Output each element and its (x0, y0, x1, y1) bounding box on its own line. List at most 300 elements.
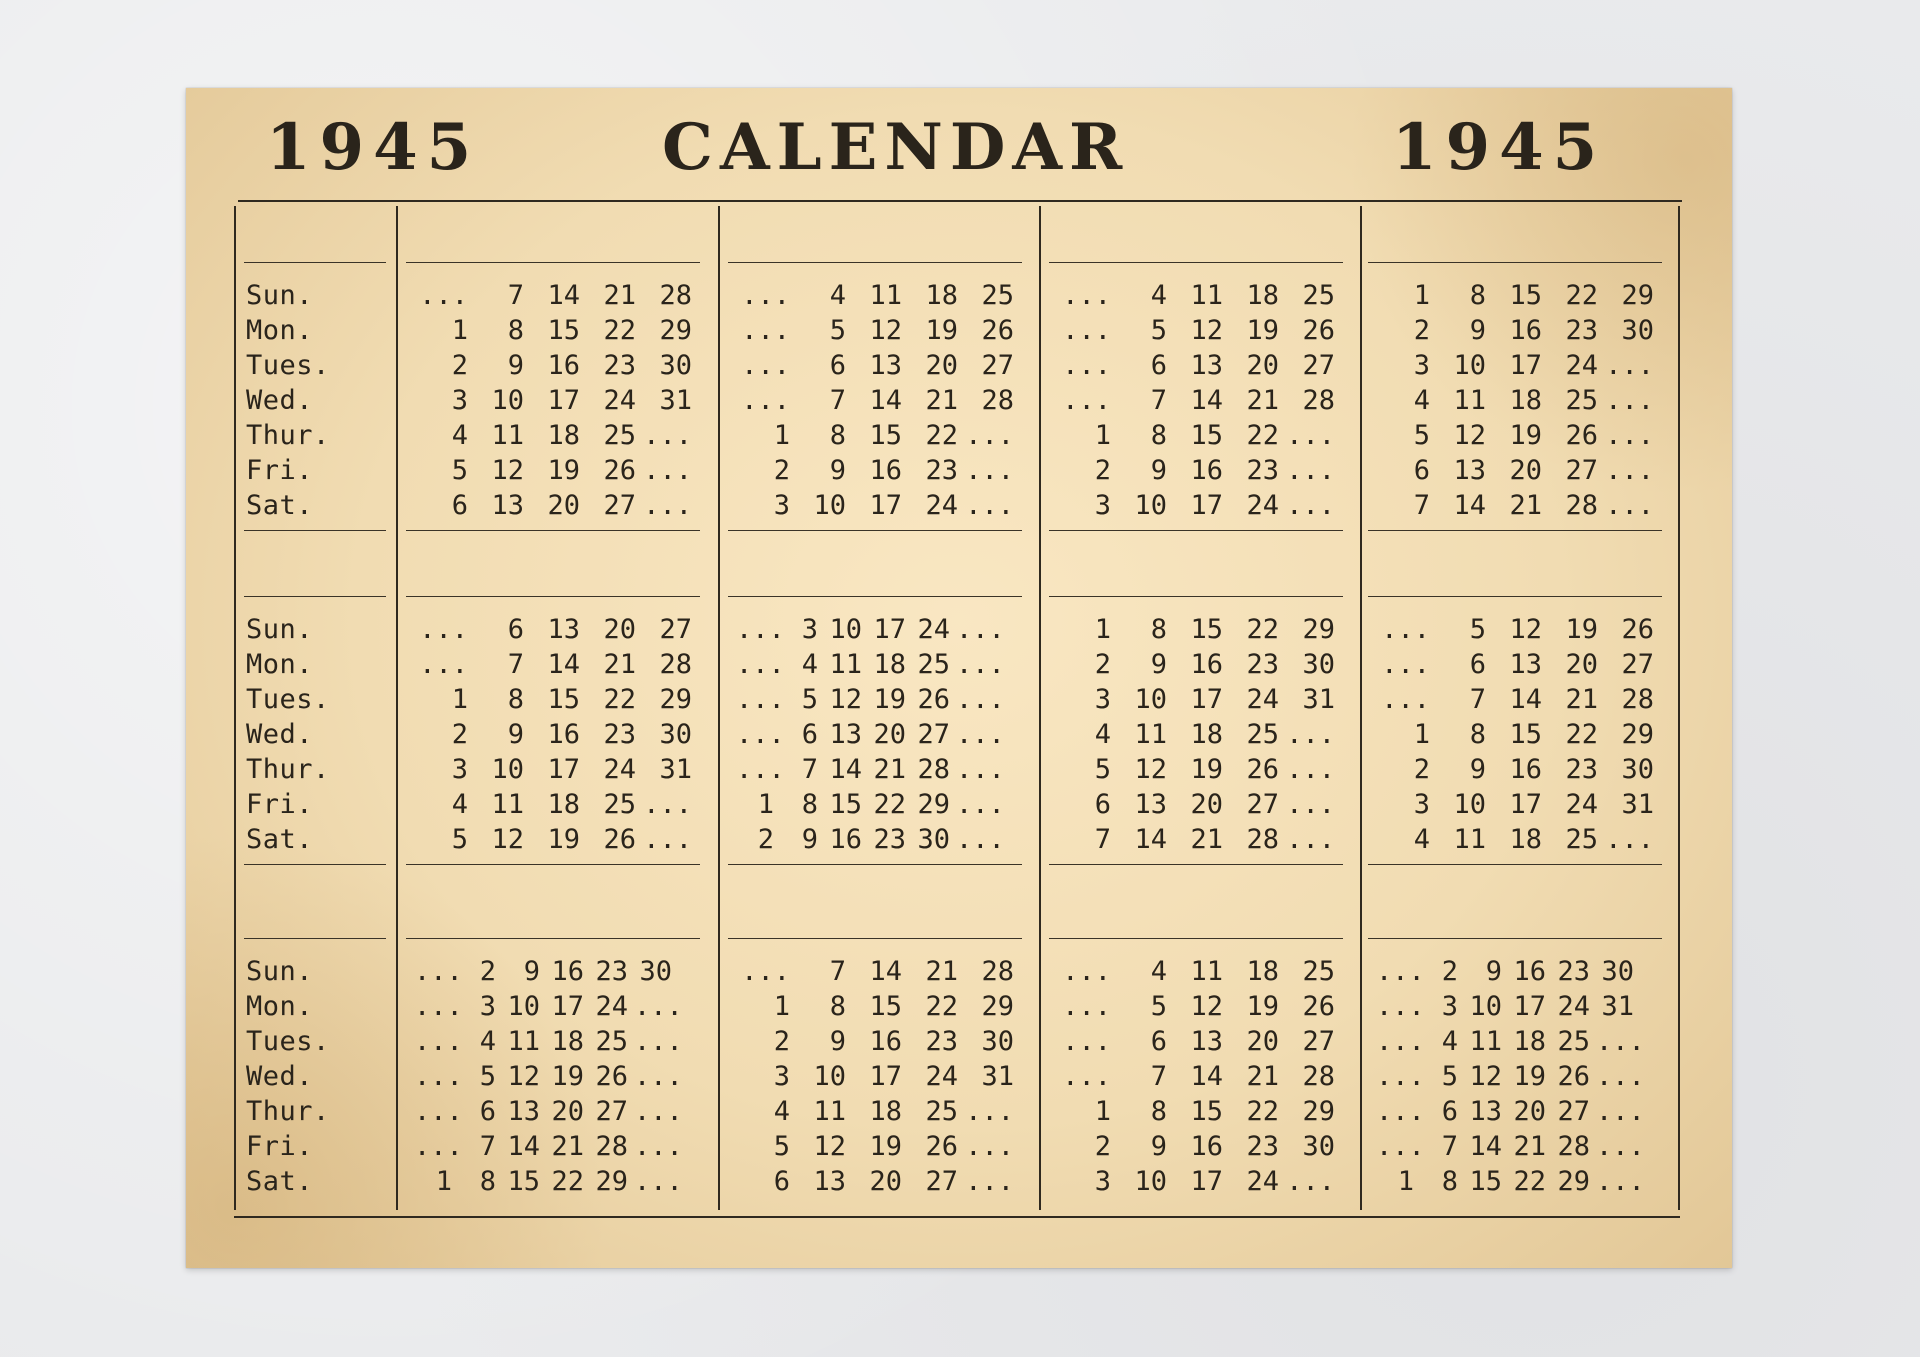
day-number: 22 (603, 315, 636, 346)
day-number: ... (736, 684, 785, 715)
day-number: 16 (829, 824, 862, 855)
day-number: 23 (603, 350, 636, 381)
day-number: 1 (757, 789, 774, 820)
day-number: 12 (1509, 614, 1542, 645)
day-number: ... (1376, 1061, 1425, 1092)
day-number: 29 (1302, 614, 1335, 645)
day-number: 9 (1485, 956, 1502, 987)
calendar-title: CALENDAR (662, 110, 1130, 185)
day-number: 29 (659, 684, 692, 715)
day-number: 16 (869, 455, 902, 486)
day-number: 2 (479, 956, 496, 987)
day-number: 14 (829, 754, 862, 785)
day-label: Mon. (246, 649, 314, 680)
day-number: 10 (1469, 991, 1502, 1022)
day-number: 13 (507, 1096, 540, 1127)
day-number: 22 (1565, 719, 1598, 750)
day-number: 7 (829, 385, 846, 416)
day-number: 3 (1413, 350, 1430, 381)
day-number: ... (1062, 315, 1111, 346)
day-number: 12 (491, 455, 524, 486)
day-number: 28 (1621, 684, 1654, 715)
day-number: 23 (925, 455, 958, 486)
day-number: ... (1062, 385, 1111, 416)
month-name-rule (1049, 596, 1343, 597)
day-number: 6 (801, 719, 818, 750)
day-number: 22 (1246, 1096, 1279, 1127)
day-number: 28 (917, 754, 950, 785)
day-number: 4 (1150, 956, 1167, 987)
day-number: 16 (551, 956, 584, 987)
day-label: Sat. (246, 824, 314, 855)
day-number: 11 (1190, 280, 1223, 311)
day-number: 28 (595, 1131, 628, 1162)
day-number: 1 (451, 315, 468, 346)
day-number: 4 (1413, 385, 1430, 416)
column-divider-2 (1039, 206, 1041, 1210)
day-number: 26 (981, 315, 1014, 346)
day-number: 1 (1094, 614, 1111, 645)
day-number: ... (634, 1096, 683, 1127)
day-number: 7 (1469, 684, 1486, 715)
day-number: 11 (1453, 824, 1486, 855)
day-number: 24 (595, 991, 628, 1022)
day-number: 16 (547, 719, 580, 750)
month-bottom-rule (728, 530, 1022, 531)
day-number: 28 (981, 956, 1014, 987)
day-number: 20 (873, 719, 906, 750)
day-number: 27 (1302, 350, 1335, 381)
day-number: 25 (603, 420, 636, 451)
day-number: 15 (1509, 719, 1542, 750)
day-number: 29 (1557, 1166, 1590, 1197)
day-number: ... (1286, 490, 1335, 521)
day-number: 5 (1441, 1061, 1458, 1092)
day-number: 17 (1509, 789, 1542, 820)
day-number: ... (965, 1096, 1014, 1127)
day-number: ... (965, 1166, 1014, 1197)
day-number: 13 (869, 350, 902, 381)
day-number: 6 (1413, 455, 1430, 486)
day-number: 19 (925, 315, 958, 346)
day-number: 30 (917, 824, 950, 855)
calendar-card (186, 88, 1732, 1268)
day-number: 15 (1190, 1096, 1223, 1127)
day-number: 27 (1246, 789, 1279, 820)
day-number: 21 (603, 280, 636, 311)
day-number: 3 (773, 490, 790, 521)
day-number: 11 (869, 280, 902, 311)
day-number: ... (1062, 1026, 1111, 1057)
day-number: 14 (869, 956, 902, 987)
day-number: 5 (829, 315, 846, 346)
day-number: 25 (595, 1026, 628, 1057)
month-bottom-rule (1049, 864, 1343, 865)
day-number: 10 (1453, 789, 1486, 820)
day-number: 31 (981, 1061, 1014, 1092)
day-number: 5 (451, 455, 468, 486)
day-number: 31 (659, 385, 692, 416)
day-number: 25 (1565, 385, 1598, 416)
day-number: 3 (479, 991, 496, 1022)
day-number: 9 (829, 455, 846, 486)
day-number: 25 (1565, 824, 1598, 855)
day-number: 8 (507, 684, 524, 715)
day-number: 6 (1150, 350, 1167, 381)
day-number: 26 (1565, 420, 1598, 451)
day-number: 18 (869, 1096, 902, 1127)
day-number: 12 (1469, 1061, 1502, 1092)
day-number: 6 (1150, 1026, 1167, 1057)
day-number: 21 (551, 1131, 584, 1162)
day-number: 5 (451, 824, 468, 855)
day-number: 27 (1557, 1096, 1590, 1127)
day-number: 28 (1302, 385, 1335, 416)
day-number: 6 (829, 350, 846, 381)
day-number: 3 (1094, 490, 1111, 521)
day-number: 22 (1565, 280, 1598, 311)
day-number: 23 (925, 1026, 958, 1057)
day-number: 4 (451, 420, 468, 451)
day-number: 14 (1469, 1131, 1502, 1162)
day-number: 21 (603, 649, 636, 680)
day-number: ... (965, 490, 1014, 521)
day-number: ... (1381, 684, 1430, 715)
day-number: 17 (873, 614, 906, 645)
day-number: ... (414, 1131, 463, 1162)
day-number: ... (643, 455, 692, 486)
day-number: ... (419, 280, 468, 311)
month-bottom-rule (406, 530, 700, 531)
day-number: ... (414, 1096, 463, 1127)
day-number: 26 (595, 1061, 628, 1092)
day-number: 17 (1513, 991, 1546, 1022)
day-number: 5 (479, 1061, 496, 1092)
day-number: 14 (547, 280, 580, 311)
day-number: ... (643, 420, 692, 451)
day-number: 18 (551, 1026, 584, 1057)
day-label: Fri. (246, 455, 314, 486)
day-number: 2 (451, 350, 468, 381)
day-number: 2 (1094, 1131, 1111, 1162)
day-label: Fri. (246, 789, 314, 820)
day-number: 13 (1190, 1026, 1223, 1057)
day-number: 1 (1413, 719, 1430, 750)
day-number: ... (956, 649, 1005, 680)
day-number: 12 (1190, 315, 1223, 346)
day-number: ... (414, 1061, 463, 1092)
day-number: ... (1596, 1026, 1645, 1057)
day-number: 24 (1565, 789, 1598, 820)
day-number: 27 (981, 350, 1014, 381)
day-number: 22 (925, 420, 958, 451)
day-number: ... (736, 719, 785, 750)
day-number: 9 (801, 824, 818, 855)
day-number: 16 (1190, 649, 1223, 680)
year-left: 1945 (266, 110, 481, 185)
top-rule (238, 200, 1682, 202)
day-number: 8 (1469, 719, 1486, 750)
day-number: 21 (1509, 490, 1542, 521)
day-number: 8 (1150, 1096, 1167, 1127)
day-number: 9 (1150, 649, 1167, 680)
day-number: 13 (813, 1166, 846, 1197)
month-name-rule (406, 938, 700, 939)
day-label: Sun. (246, 956, 314, 987)
day-number: 18 (1513, 1026, 1546, 1057)
day-number: 30 (659, 719, 692, 750)
day-number: 15 (1190, 420, 1223, 451)
day-label: Sun. (246, 280, 314, 311)
day-label: Thur. (246, 1096, 330, 1127)
day-number: 17 (1509, 350, 1542, 381)
day-number: 4 (773, 1096, 790, 1127)
day-number: ... (643, 824, 692, 855)
day-number: 21 (1246, 385, 1279, 416)
day-number: 15 (547, 315, 580, 346)
day-number: 24 (925, 490, 958, 521)
day-number: ... (1605, 350, 1654, 381)
day-number: ... (1376, 956, 1425, 987)
day-number: 22 (925, 991, 958, 1022)
day-number: 21 (1190, 824, 1223, 855)
day-number: 23 (1246, 455, 1279, 486)
month-name-rule (406, 262, 700, 263)
day-number: ... (634, 1026, 683, 1057)
day-number: 18 (1509, 824, 1542, 855)
day-number: ... (1062, 1061, 1111, 1092)
day-number: 12 (869, 315, 902, 346)
day-number: 11 (1134, 719, 1167, 750)
day-number: 6 (479, 1096, 496, 1127)
day-number: 5 (1094, 754, 1111, 785)
day-number: 26 (1557, 1061, 1590, 1092)
day-number: 13 (1509, 649, 1542, 680)
day-number: ... (1286, 455, 1335, 486)
day-number: ... (1286, 1166, 1335, 1197)
day-number: ... (956, 719, 1005, 750)
day-number: 28 (659, 649, 692, 680)
day-number: 22 (551, 1166, 584, 1197)
day-number: 19 (547, 455, 580, 486)
day-number: 24 (917, 614, 950, 645)
day-number: 29 (981, 991, 1014, 1022)
day-number: 3 (1094, 1166, 1111, 1197)
day-number: ... (965, 455, 1014, 486)
day-number: 21 (1513, 1131, 1546, 1162)
day-number: 16 (547, 350, 580, 381)
day-number: 10 (829, 614, 862, 645)
day-number: ... (1062, 350, 1111, 381)
day-number: 20 (1565, 649, 1598, 680)
day-number: 17 (1190, 684, 1223, 715)
day-number: 14 (869, 385, 902, 416)
day-number: 29 (595, 1166, 628, 1197)
day-number: 29 (917, 789, 950, 820)
day-number: 1 (1094, 1096, 1111, 1127)
month-name-rule (1368, 596, 1662, 597)
month-name-rule (1368, 262, 1662, 263)
day-number: 25 (981, 280, 1014, 311)
day-number: 17 (869, 490, 902, 521)
day-number: 1 (1397, 1166, 1414, 1197)
day-number: ... (956, 824, 1005, 855)
day-number: 21 (925, 956, 958, 987)
day-label: Wed. (246, 1061, 314, 1092)
day-label: Tues. (246, 350, 330, 381)
day-number: 7 (479, 1131, 496, 1162)
day-number: 19 (1513, 1061, 1546, 1092)
day-number: ... (419, 649, 468, 680)
day-label: Tues. (246, 1026, 330, 1057)
month-name-rule (728, 938, 1022, 939)
day-number: 7 (1150, 1061, 1167, 1092)
day-number: 23 (1565, 315, 1598, 346)
day-number: 15 (507, 1166, 540, 1197)
month-bottom-rule (406, 864, 700, 865)
day-number: 15 (547, 684, 580, 715)
label-column-rule (244, 530, 386, 531)
day-number: 28 (1565, 490, 1598, 521)
day-number: 13 (1453, 455, 1486, 486)
day-number: 26 (603, 455, 636, 486)
day-number: 26 (603, 824, 636, 855)
day-number: 6 (451, 490, 468, 521)
day-label: Sun. (246, 614, 314, 645)
day-number: 29 (659, 315, 692, 346)
day-number: 28 (1246, 824, 1279, 855)
day-number: 11 (491, 420, 524, 451)
day-number: 26 (925, 1131, 958, 1162)
day-number: 2 (1413, 754, 1430, 785)
day-number: 5 (1150, 991, 1167, 1022)
month-name-rule (1049, 938, 1343, 939)
day-number: 20 (1190, 789, 1223, 820)
day-number: 13 (829, 719, 862, 750)
day-number: 7 (1150, 385, 1167, 416)
day-number: 5 (801, 684, 818, 715)
day-number: 7 (1441, 1131, 1458, 1162)
day-number: 28 (1557, 1131, 1590, 1162)
day-number: 26 (1302, 315, 1335, 346)
day-number: ... (1286, 420, 1335, 451)
day-number: 20 (1513, 1096, 1546, 1127)
day-number: 7 (829, 956, 846, 987)
day-number: 11 (1469, 1026, 1502, 1057)
day-number: 25 (1302, 956, 1335, 987)
day-number: 2 (757, 824, 774, 855)
day-number: 25 (1302, 280, 1335, 311)
day-label: Tues. (246, 684, 330, 715)
day-number: 19 (869, 1131, 902, 1162)
day-number: 3 (451, 385, 468, 416)
day-number: 26 (917, 684, 950, 715)
day-number: 18 (547, 420, 580, 451)
day-number: 10 (491, 385, 524, 416)
day-number: 24 (603, 385, 636, 416)
day-label: Fri. (246, 1131, 314, 1162)
day-number: 18 (547, 789, 580, 820)
day-number: 6 (1441, 1096, 1458, 1127)
day-number: 25 (925, 1096, 958, 1127)
day-number: 24 (1565, 350, 1598, 381)
day-number: 26 (1302, 991, 1335, 1022)
day-number: 13 (1190, 350, 1223, 381)
day-number: 6 (1094, 789, 1111, 820)
month-bottom-rule (1368, 864, 1662, 865)
day-number: 1 (773, 991, 790, 1022)
day-number: 21 (1565, 684, 1598, 715)
day-number: ... (1605, 824, 1654, 855)
day-number: 27 (925, 1166, 958, 1197)
day-number: 20 (547, 490, 580, 521)
day-number: 2 (1413, 315, 1430, 346)
day-number: 24 (1246, 490, 1279, 521)
day-number: 15 (1469, 1166, 1502, 1197)
day-number: ... (965, 1131, 1014, 1162)
day-number: 15 (829, 789, 862, 820)
day-number: ... (1376, 1026, 1425, 1057)
day-number: ... (1605, 455, 1654, 486)
day-number: 22 (873, 789, 906, 820)
day-number: 27 (917, 719, 950, 750)
day-number: 12 (1453, 420, 1486, 451)
day-number: 30 (1621, 754, 1654, 785)
day-number: 4 (1413, 824, 1430, 855)
day-number: 2 (1441, 956, 1458, 987)
day-number: 14 (1453, 490, 1486, 521)
day-number: 1 (1094, 420, 1111, 451)
day-number: 1 (1413, 280, 1430, 311)
day-number: ... (634, 991, 683, 1022)
day-number: 30 (1302, 649, 1335, 680)
day-number: 19 (1246, 991, 1279, 1022)
day-number: 31 (659, 754, 692, 785)
day-number: 17 (1190, 1166, 1223, 1197)
day-number: ... (1605, 420, 1654, 451)
day-number: ... (1286, 789, 1335, 820)
month-name-rule (406, 596, 700, 597)
day-number: 2 (1094, 649, 1111, 680)
month-name-rule (1368, 938, 1662, 939)
day-number: ... (414, 1026, 463, 1057)
day-number: 9 (507, 719, 524, 750)
day-number: ... (741, 385, 790, 416)
day-number: 25 (1246, 719, 1279, 750)
label-column-rule (244, 938, 386, 939)
day-number: 23 (873, 824, 906, 855)
day-number: 12 (829, 684, 862, 715)
day-number: 22 (1246, 614, 1279, 645)
day-number: 8 (1150, 614, 1167, 645)
day-number: 12 (491, 824, 524, 855)
day-number: 3 (801, 614, 818, 645)
day-label: Thur. (246, 754, 330, 785)
day-number: 3 (773, 1061, 790, 1092)
day-number: 8 (1441, 1166, 1458, 1197)
day-number: 19 (1565, 614, 1598, 645)
day-number: 14 (1190, 385, 1223, 416)
day-number: 7 (507, 649, 524, 680)
day-number: 13 (1469, 1096, 1502, 1127)
day-number: ... (1381, 649, 1430, 680)
day-number: 17 (551, 991, 584, 1022)
day-number: 18 (873, 649, 906, 680)
day-number: 25 (917, 649, 950, 680)
day-number: ... (1376, 991, 1425, 1022)
day-number: ... (1381, 614, 1430, 645)
day-number: 22 (1513, 1166, 1546, 1197)
